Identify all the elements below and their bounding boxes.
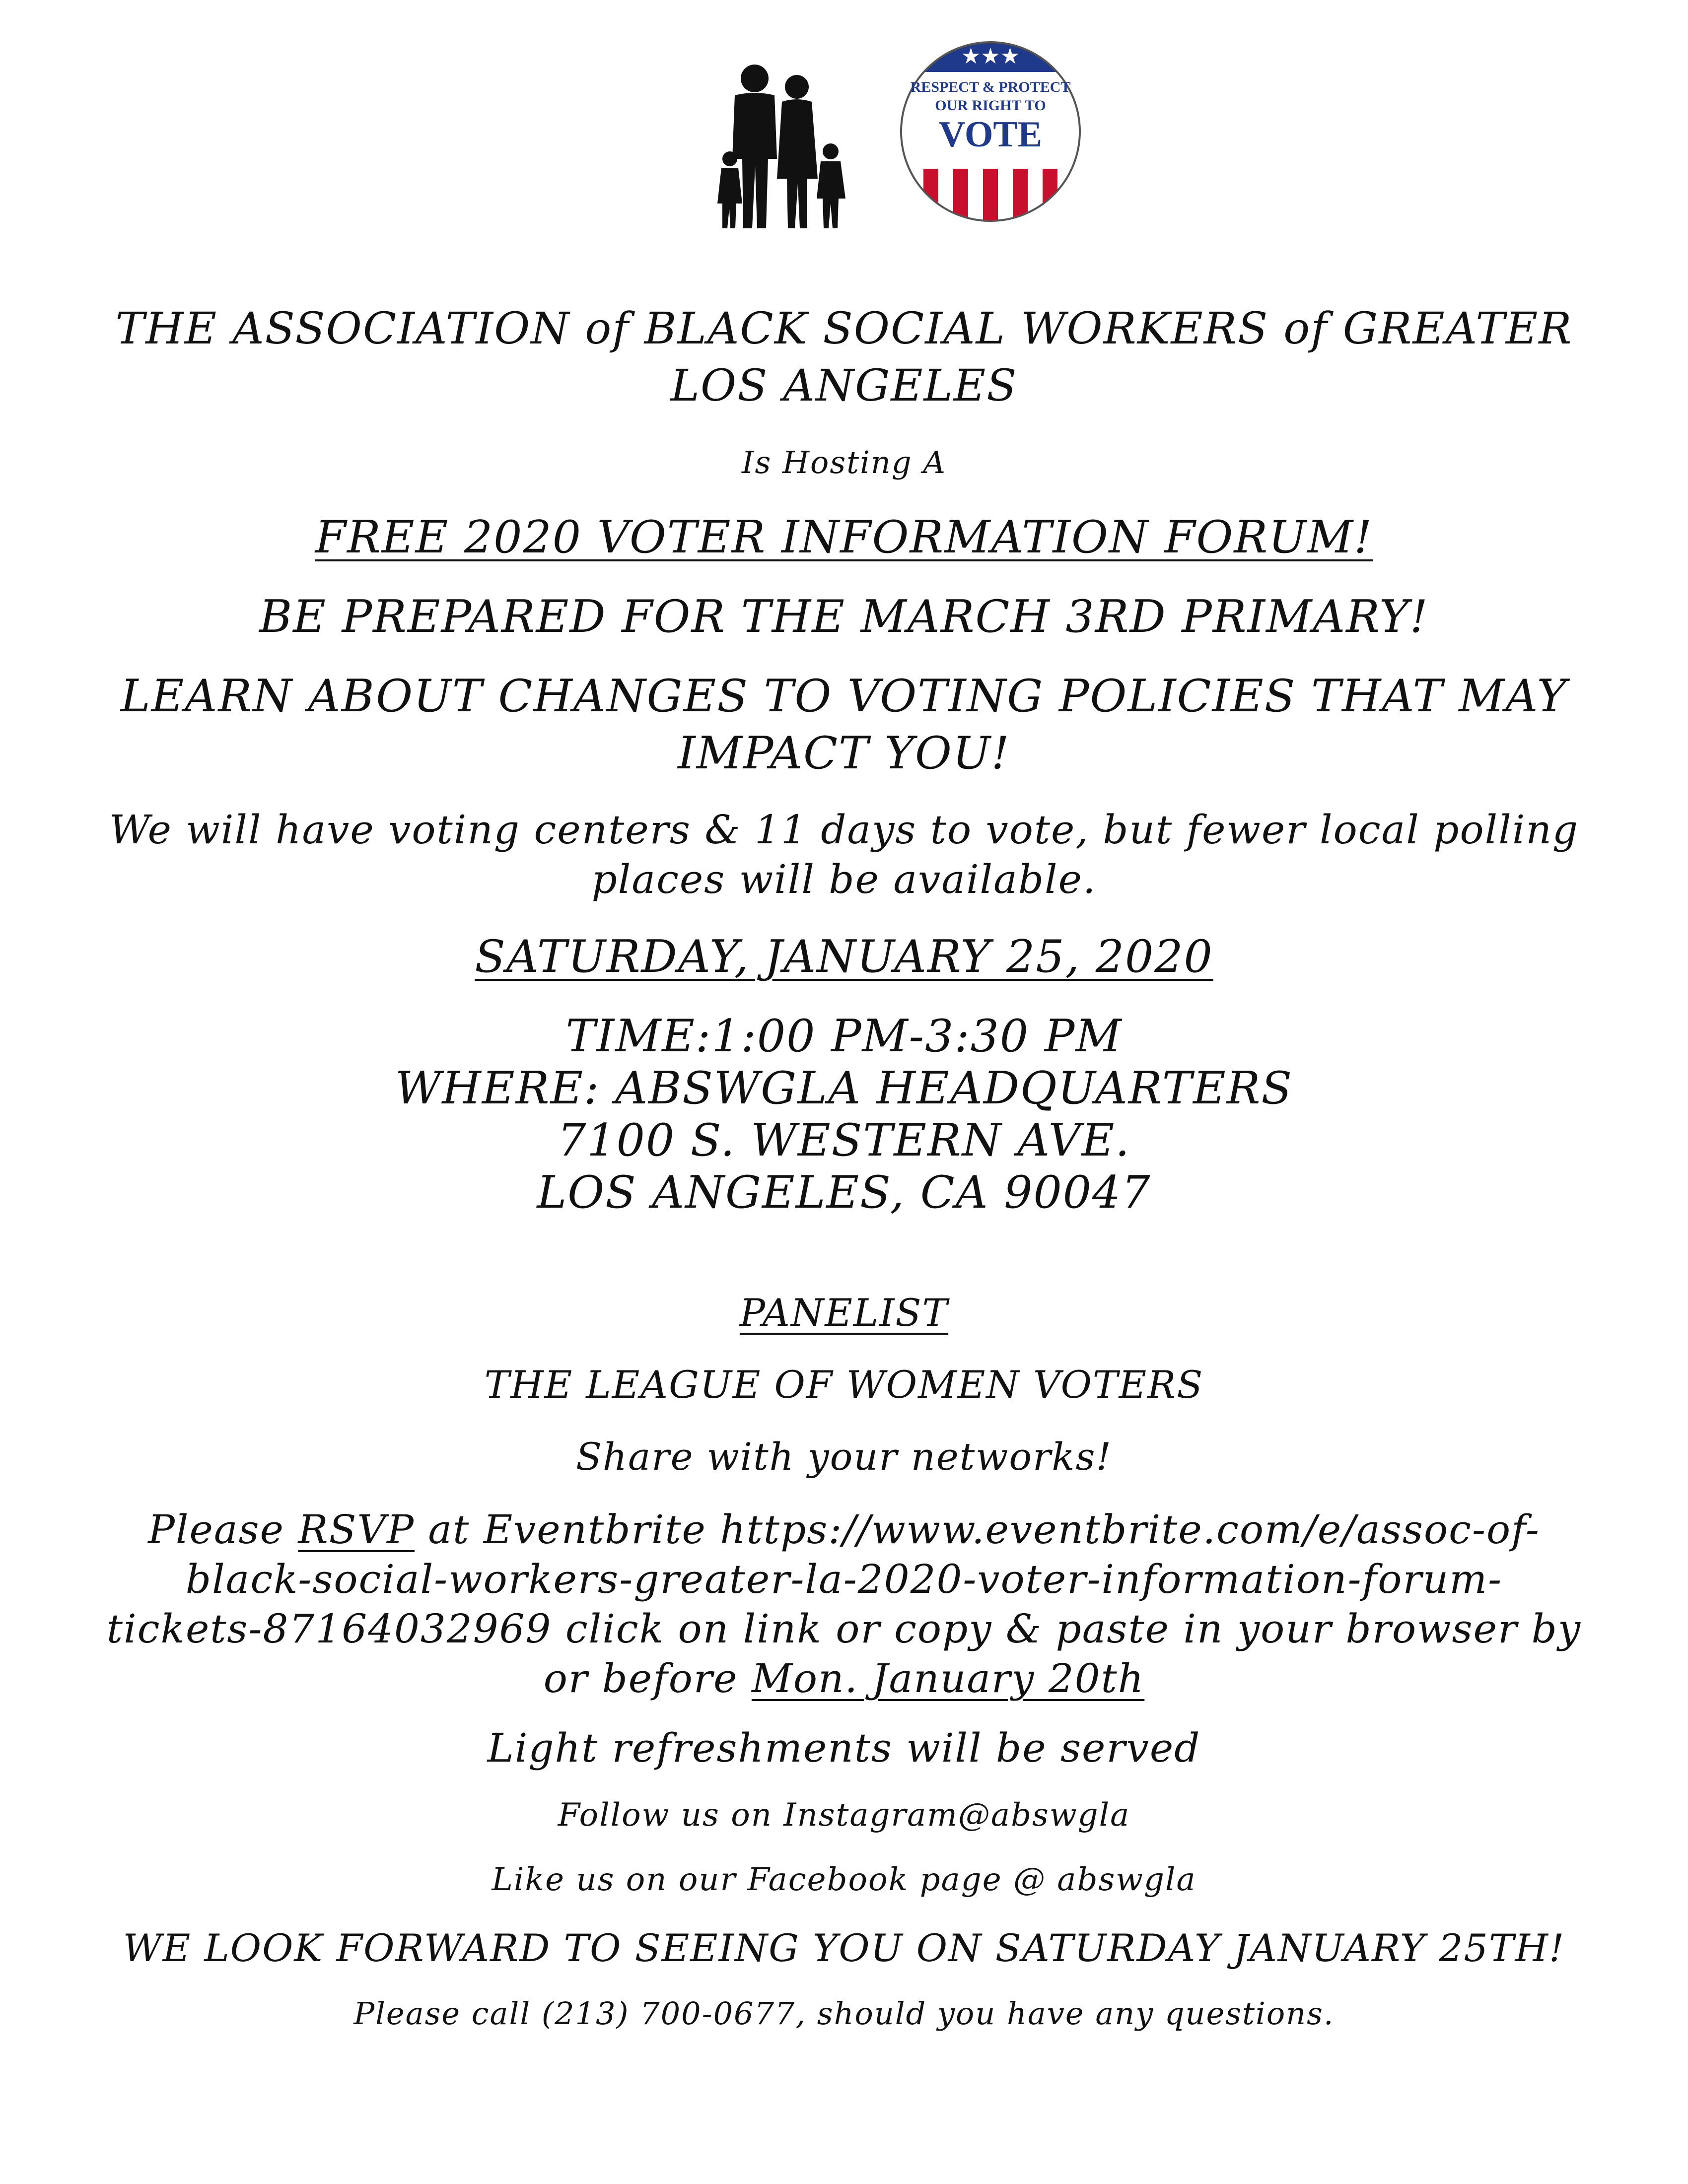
rsvp-please: Please <box>148 1506 298 1553</box>
voting-note-line2: places will be available. <box>591 856 1097 902</box>
event-where: WHERE: ABSWGLA HEADQUARTERS <box>395 1062 1293 1114</box>
rsvp-line4 <box>74 1655 1614 1702</box>
rsvp-deadline: Mon. January 20th <box>751 1655 1145 1702</box>
panelist-name: THE LEAGUE OF WOMEN VOTERS <box>484 1363 1204 1407</box>
instagram-text: Follow us on Instagram@abswgla <box>558 1797 1130 1834</box>
event-date-text: SATURDAY, JANUARY 25, 2020 <box>475 931 1213 983</box>
hosting-text: Is Hosting A <box>741 444 947 480</box>
rsvp-before: or before <box>543 1655 752 1702</box>
panelist-heading <box>74 1291 1614 1335</box>
org-name-line2: LOS ANGELES <box>670 360 1018 411</box>
rsvp-eventbrite-url-start[interactable]: at Eventbrite https://www.eventbrite.com/e/assoc-of- <box>414 1506 1540 1553</box>
rsvp-line3: tickets-87164032969 click on link or copy & paste in your browser by <box>106 1606 1582 1652</box>
share-text: Share with your networks! <box>575 1434 1113 1479</box>
learn-line1: LEARN ABOUT CHANGES TO VOTING POLICIES THAT MAY <box>120 670 1568 722</box>
vote-badge-icon <box>894 35 1087 228</box>
event-date <box>74 931 1614 983</box>
rsvp-line2[interactable]: black-social-workers-greater-la-2020-voter-information-forum- <box>185 1556 1503 1602</box>
facebook-text: Like us on our Facebook page @ abswgla <box>492 1861 1196 1898</box>
event-address1: 7100 S. WESTERN AVE. <box>558 1114 1130 1166</box>
vote-badge-line1: RESPECT & PROTECT <box>910 79 1071 95</box>
event-tagline: BE PREPARED FOR THE MARCH 3RD PRIMARY! <box>259 591 1429 643</box>
vote-badge-line3: VOTE <box>938 114 1043 155</box>
closing-text: WE LOOK FORWARD TO SEEING YOU ON SATURDAY JANUARY 25TH! <box>123 1926 1565 1970</box>
family-silhouette-icon <box>707 60 851 233</box>
event-address2: LOS ANGELES, CA 90047 <box>537 1166 1151 1219</box>
contact-text: Please call (213) 700-0677, should you have any questions. <box>353 1995 1335 2032</box>
vote-badge-line2: OUR RIGHT TO <box>935 97 1046 114</box>
rsvp-link[interactable]: RSVP <box>298 1506 415 1553</box>
svg-text:★★★: ★★★ <box>961 44 1020 69</box>
org-name-line1: THE ASSOCIATION of BLACK SOCIAL WORKERS of GREATER <box>115 303 1573 354</box>
rsvp-line1 <box>74 1506 1614 1553</box>
panelist-heading-text: PANELIST <box>739 1291 949 1335</box>
event-title-text: FREE 2020 VOTER INFORMATION FORUM! <box>315 511 1373 563</box>
voting-note-line1: We will have voting centers & 11 days to vote, but fewer local polling <box>109 807 1579 853</box>
event-time: TIME:1:00 PM-3:30 PM <box>565 1010 1123 1062</box>
learn-line2: IMPACT YOU! <box>678 727 1010 779</box>
refreshments-text: Light refreshments will be served <box>487 1725 1201 1771</box>
event-title <box>74 511 1614 563</box>
